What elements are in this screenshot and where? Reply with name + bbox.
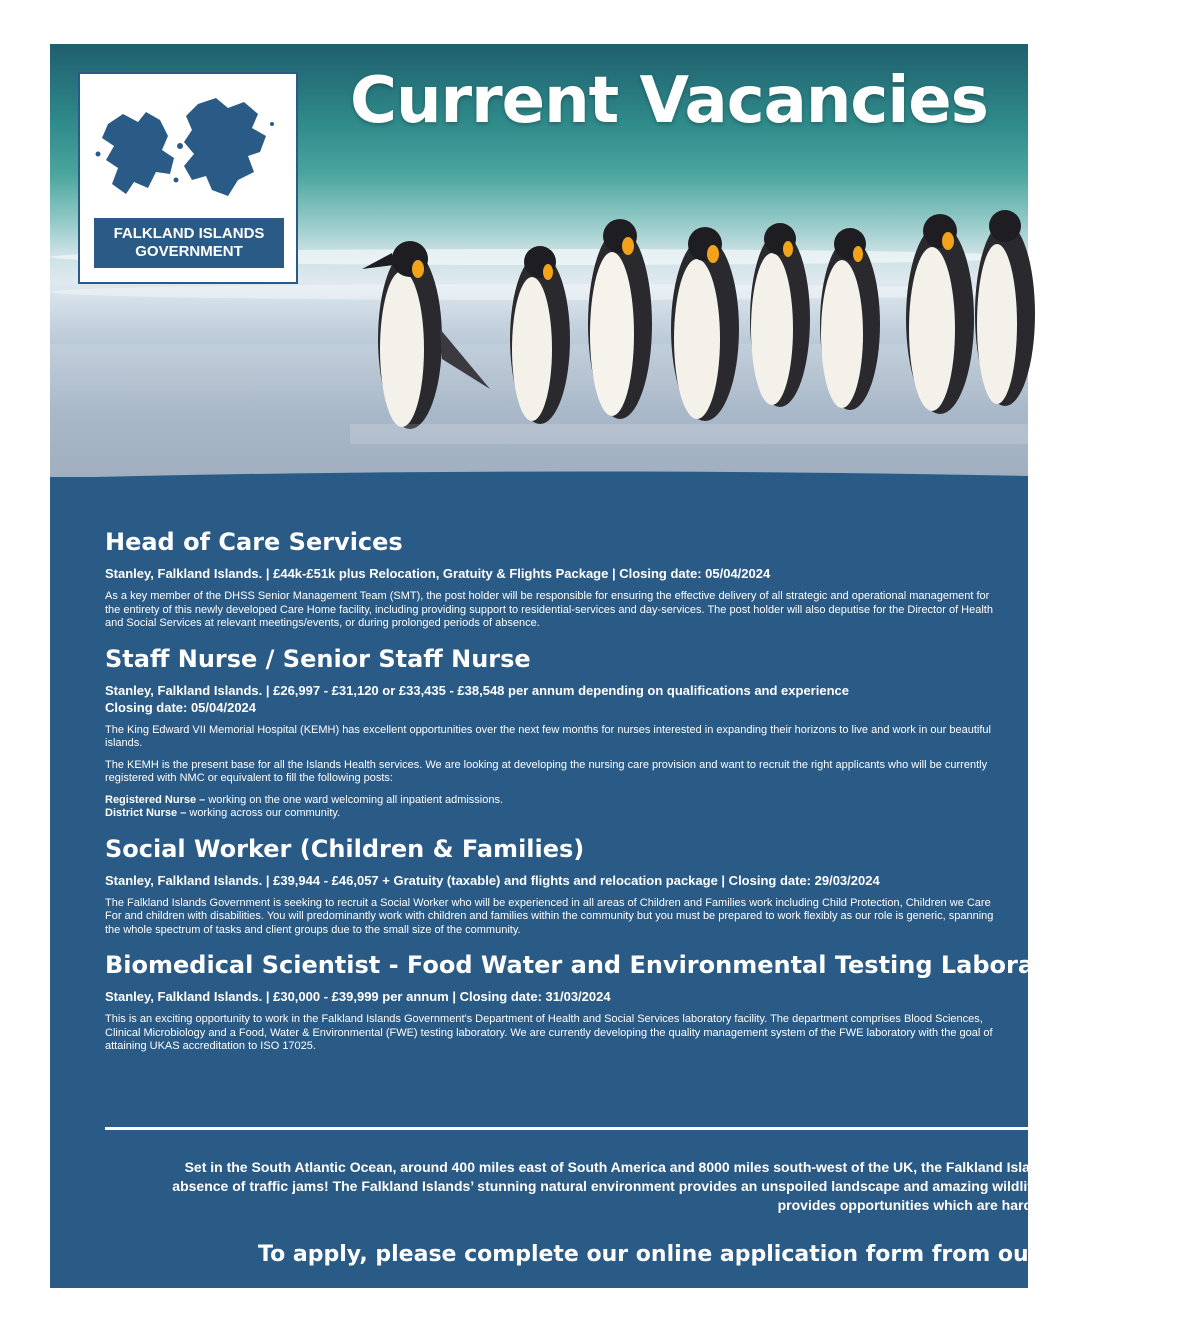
footer-line-1: Set in the South Atlantic Ocean, around 400 miles east of South America and 8000 miles south-west of the UK, the Falkland Islar: [184, 1159, 1036, 1175]
vacancies-list: [105, 528, 1090, 1068]
footer-blurb: [110, 1158, 1110, 1215]
post-name: Registered Nurse –: [105, 793, 206, 806]
job-meta: Stanley, Falkland Islands. | £44k-£51k plus Relocation, Gratuity & Flights Package | Closing date: 05/04/2024: [105, 566, 771, 581]
job-listing: [105, 951, 1090, 1054]
job-title: Staff Nurse / Senior Staff Nurse: [105, 644, 531, 673]
job-title: Head of Care Services: [105, 528, 403, 556]
hero-photo: [50, 44, 1028, 477]
footer-line-2: absence of traffic jams! The Falkland Islands’ stunning natural environment provides an unspoiled landscape and amazing wildlife: [172, 1178, 1040, 1194]
job-meta: Stanley, Falkland Islands. | £39,944 - £46,057 + Gratuity (taxable) and flights and relocation package | Closing date: 29/03/2024: [105, 872, 880, 888]
job-description: The Falkland Islands Government is seeking to recruit a Social Worker who will be experienced in all areas of Children and Families work including Child Protection, Children we Care For and children with disabilities. You will predominantly work with children and families within the community but you must be prepared to work flexibly as our role is generic, spanning the whole spectrum of tasks and client groups due to the small size of the community.: [105, 896, 994, 936]
job-title: Biomedical Scientist - Food Water and Environmental Testing Laboratory: [105, 951, 1090, 979]
job-post-item: [105, 807, 1005, 821]
fig-logo: [78, 72, 298, 284]
post-desc: working on the one ward welcoming all inpatient admissions.: [205, 793, 504, 806]
footer-line-3: provides opportunities which are hard: [777, 1197, 1032, 1213]
job-description: The KEMH is the present base for all the Islands Health services. We are looking at developing the nursing care provision and want to recruit the right applicants who will be currently registered with NMC or equivalent to fill the following posts:: [105, 758, 988, 784]
page-title: Current Vacancies: [350, 64, 988, 138]
job-title: Social Worker (Children & Families): [105, 834, 585, 863]
post-name: District Nurse –: [105, 807, 187, 819]
falkland-islands-map-icon: [88, 84, 288, 214]
section-divider: [105, 1127, 1035, 1130]
job-listing: [105, 528, 1005, 631]
logo-text: [94, 218, 284, 268]
hero-bottom-curve: [50, 466, 1028, 496]
job-closing-date: Closing date: 05/04/2024: [105, 699, 257, 715]
post-desc: working across our community.: [186, 807, 341, 819]
apply-instructions: To apply, please complete our online application form from our vacancy pa: [258, 1242, 1186, 1267]
job-meta: Stanley, Falkland Islands. | £26,997 - £31,120 or £33,435 - £38,548 per annum depending on qualifications and experience: [105, 682, 849, 698]
logo-line-1: FALKLAND ISLANDS: [113, 225, 265, 242]
job-listing: [105, 645, 1005, 821]
job-description: As a key member of the DHSS Senior Management Team (SMT), the post holder will be responsible for ensuring the effective delivery of all strategic and operational management for the entirety of this newly developed Care Home facility, including providing support to residential-services and day-services. The post holder will also deputise for the Director of Health and Social Services at relevant meetings/events, or during prolonged periods of absence.: [105, 590, 993, 629]
job-post-item: [105, 794, 1005, 808]
job-meta: Stanley, Falkland Islands. | £30,000 - £39,999 per annum | Closing date: 31/03/2024: [105, 989, 611, 1004]
logo-line-2: GOVERNMENT: [135, 243, 243, 260]
job-description: This is an exciting opportunity to work in the Falkland Islands Government's Department of Health and Social Services laboratory facility. The department comprises Blood Sciences, Clinical Microbiology and a Food, Water & Environmental (FWE) testing laboratory. We are currently developing the quality management system of the FWE laboratory with the goal of attaining UKAS accreditation to ISO 17025.: [105, 1013, 993, 1052]
job-listing: [105, 835, 1005, 938]
job-description: The King Edward VII Memorial Hospital (KEMH) has excellent opportunities over the next few months for nurses interested in expanding their horizons to live and work in our beautiful islands.: [105, 723, 991, 749]
